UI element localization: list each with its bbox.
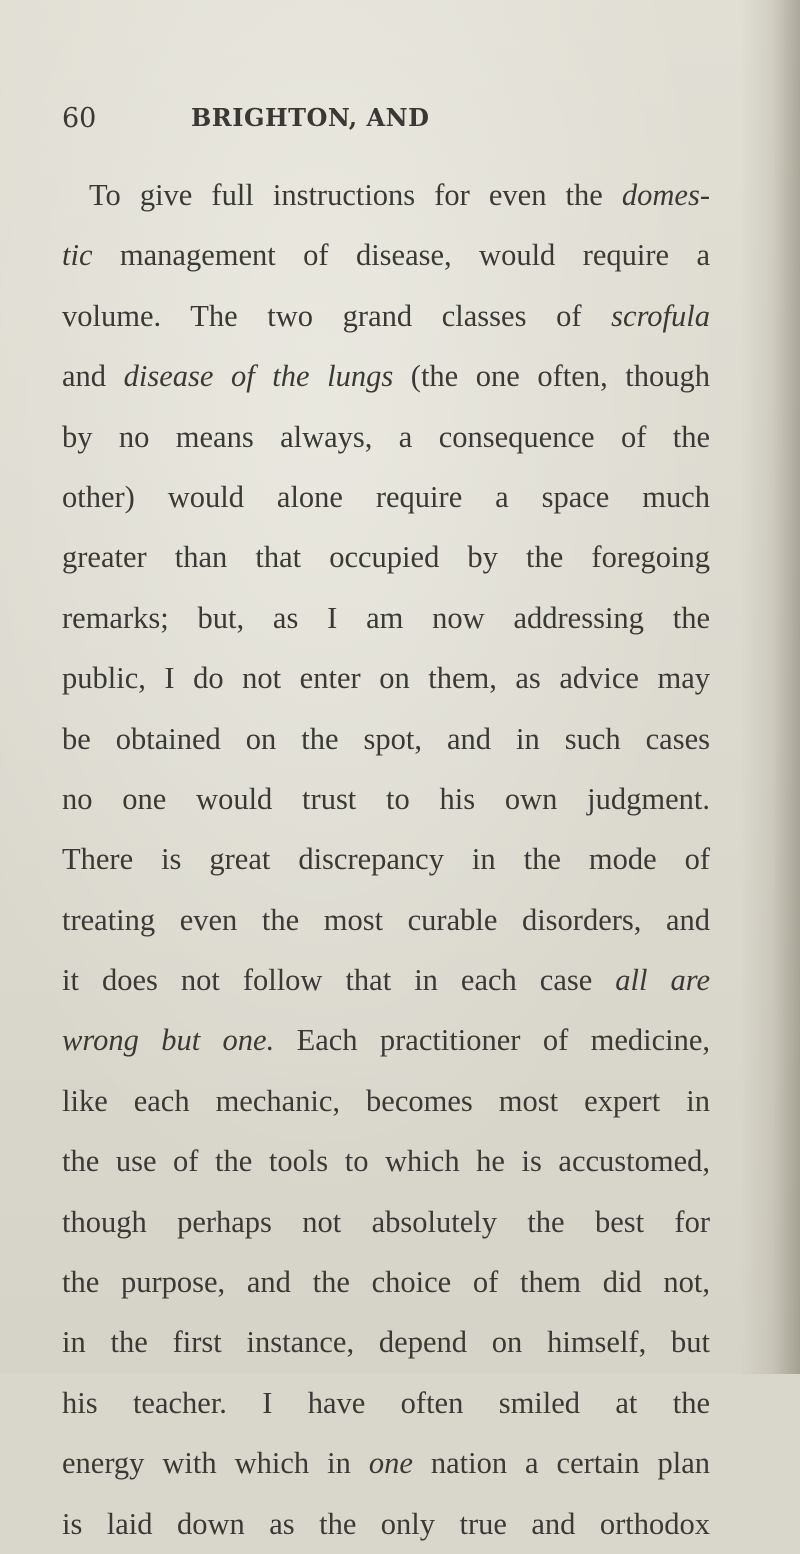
text-line: treating even the most curable disorders, and xyxy=(62,902,710,937)
text-line: and disease of the lungs (the one often, though xyxy=(62,359,710,394)
page-number: 60 xyxy=(62,103,97,134)
text-line: be obtained on the spot, and in such cases xyxy=(62,721,710,756)
text-line: it does not follow that in each case all are xyxy=(62,963,710,998)
text-line: other) would alone require a space much xyxy=(62,479,710,514)
text-line: greater than that occupied by the foregoing xyxy=(62,540,710,575)
text-line: energy with which in one nation a certain plan xyxy=(62,1446,710,1481)
text-line: though perhaps not absolutely the best for xyxy=(62,1204,710,1239)
body-text xyxy=(62,165,710,1554)
running-head: BRIGHTON, AND xyxy=(191,103,430,132)
text-line: volume. The two grand classes of scrofula xyxy=(62,298,710,333)
page-header xyxy=(62,103,722,143)
text-line: like each mechanic, becomes most expert in xyxy=(62,1083,710,1118)
text-line: in the first instance, depend on himself, but xyxy=(62,1325,710,1360)
text-line: by no means always, a consequence of the xyxy=(62,419,710,454)
text-line: the use of the tools to which he is accustomed, xyxy=(62,1144,710,1179)
text-line: To give full instructions for even the domes- xyxy=(89,178,710,212)
text-line: public, I do not enter on them, as advice may xyxy=(62,661,710,696)
text-line: the purpose, and the choice of them did not, xyxy=(62,1265,710,1300)
page-edge-shadow xyxy=(740,0,800,1374)
text-line: remarks; but, as I am now addressing the xyxy=(62,600,710,635)
text-line: his teacher. I have often smiled at the xyxy=(62,1385,710,1420)
text-line: wrong but one. Each practitioner of medicine, xyxy=(62,1023,711,1058)
text-line: is laid down as the only true and orthodox xyxy=(62,1506,710,1541)
text-line: There is great discrepancy in the mode of xyxy=(62,842,710,877)
text-line: no one would trust to his own judgment. xyxy=(62,781,710,816)
text-line: tic management of disease, would require a xyxy=(62,238,710,273)
